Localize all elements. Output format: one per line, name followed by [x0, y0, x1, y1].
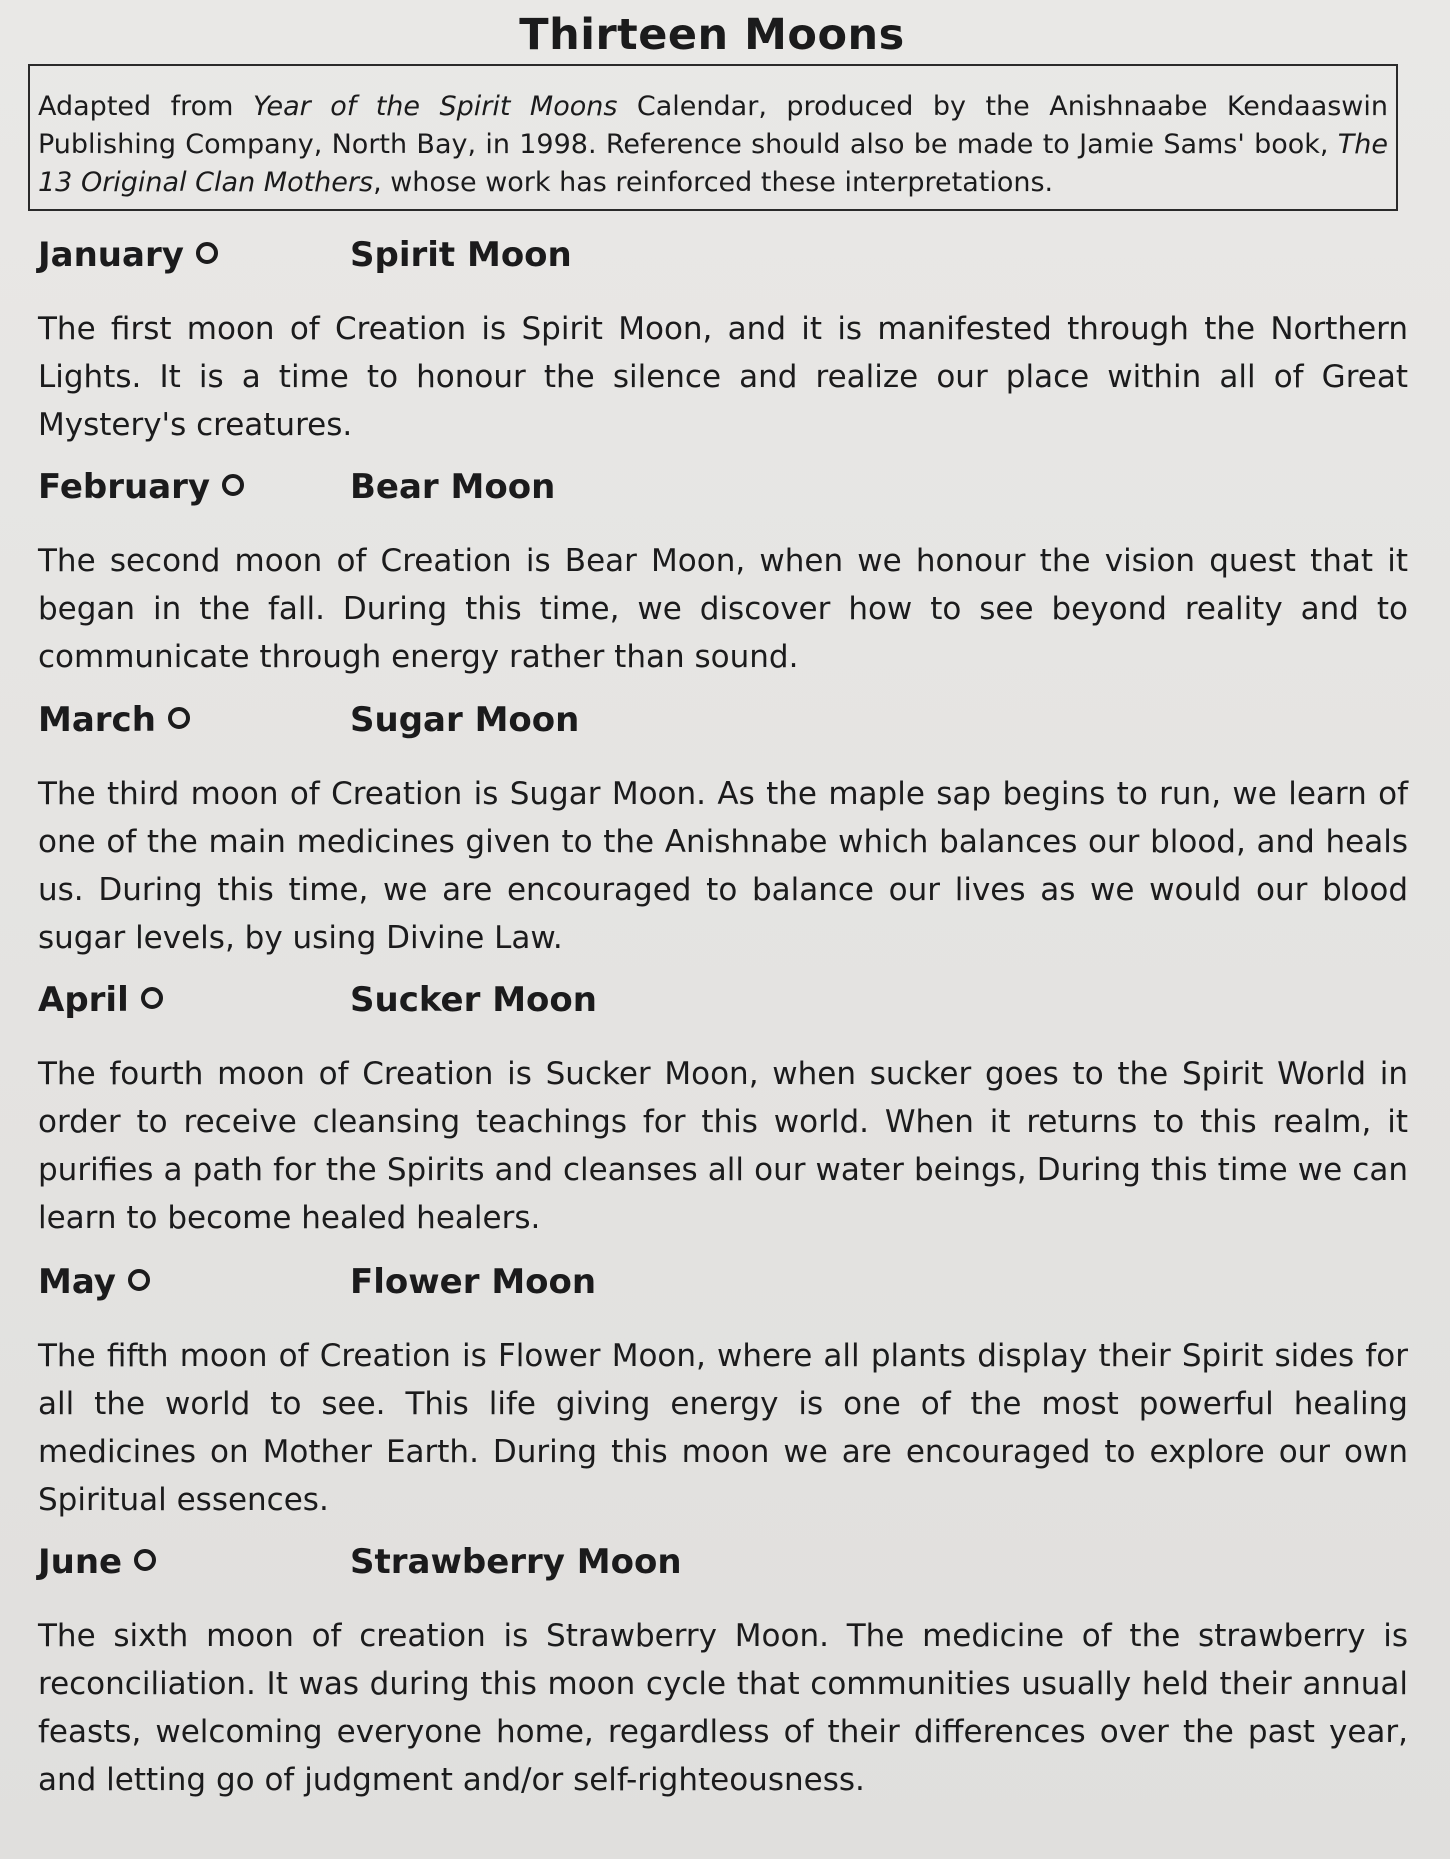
moon-entry-june: [38, 1542, 1408, 1804]
month-label: [38, 1262, 150, 1302]
moon-entry-february: [38, 467, 1408, 681]
page-title: Thirteen Moons: [519, 10, 905, 60]
moon-entry-march: [38, 700, 1408, 962]
moon-name: Sucker Moon: [350, 980, 597, 1020]
moon-name: Flower Moon: [350, 1262, 597, 1302]
open-circle-icon: [134, 1549, 156, 1571]
month-name: May: [38, 1262, 116, 1302]
moon-name: Strawberry Moon: [350, 1542, 682, 1582]
month-name: January: [38, 235, 184, 275]
moon-entry-may: [38, 1262, 1408, 1524]
source-note-box: [28, 64, 1398, 211]
month-label: [38, 1542, 156, 1582]
moon-description: The sixth moon of creation is Strawberry Moon. The medicine of the strawberry is reconciliation. It was during this moon cycle that communities usually held their annual feasts, welcoming everyone home, regardless of their differences over the past year, and letting go of judgment and/or self-righteousness.: [38, 1618, 1408, 1798]
month-name: March: [38, 700, 156, 740]
moon-name: Spirit Moon: [350, 235, 572, 275]
entry-heading: [38, 980, 1408, 1030]
month-name: April: [38, 980, 129, 1020]
entry-heading: [38, 1262, 1408, 1312]
moon-description: The third moon of Creation is Sugar Moon. As the maple sap begins to run, we learn of one of the main medicines given to the Anishnabe which balances our blood, and heals us. During this time, we are encouraged to balance our lives as we would our blood sugar levels, by using Divine Law.: [38, 776, 1408, 956]
source-title-italic: Year of the Spirit Moons: [252, 91, 618, 122]
month-label: [38, 235, 218, 275]
open-circle-icon: [168, 707, 190, 729]
moon-name: Bear Moon: [350, 467, 556, 507]
source-book-italic: The 13 Original Clan Mothers: [38, 129, 1388, 198]
moon-entry-april: [38, 980, 1408, 1242]
source-text-part: Calendar, produced by the Anishnaabe Kendaaswin Publishing Company, North Bay, in 1998. Reference should also be made to Jamie Sams' book,: [38, 91, 1388, 160]
month-name: June: [38, 1542, 123, 1582]
moon-description: The fifth moon of Creation is Flower Moon, where all plants display their Spirit sides for all the world to see. This life giving energy is one of the most powerful healing medicines on Mother Earth. During this moon we are encouraged to explore our own Spiritual essences.: [38, 1338, 1408, 1518]
month-label: [38, 467, 244, 507]
open-circle-icon: [222, 474, 244, 496]
moon-description: The fourth moon of Creation is Sucker Moon, when sucker goes to the Spirit World in order to receive cleansing teachings for this world. When it returns to this realm, it purifies a path for the Spirits and cleanses all our water beings, During this time we can learn to become healed healers.: [38, 1056, 1408, 1236]
entry-heading: [38, 467, 1408, 517]
moon-description: The first moon of Creation is Spirit Moon, and it is manifested through the Northern Lights. It is a time to honour the silence and realize our place within all of Great Mystery's creatures.: [38, 311, 1408, 443]
entry-heading: [38, 235, 1408, 285]
moon-name: Sugar Moon: [350, 700, 580, 740]
entry-heading: [38, 1542, 1408, 1592]
month-label: [38, 980, 163, 1020]
month-label: [38, 700, 190, 740]
moon-entry-january: [38, 235, 1408, 449]
moon-description: The second moon of Creation is Bear Moon, when we honour the vision quest that it began in the fall. During this time, we discover how to see beyond reality and to communicate through energy rather than sound.: [38, 543, 1408, 675]
source-text-part: Adapted from: [38, 91, 253, 122]
entry-heading: [38, 700, 1408, 750]
month-name: February: [38, 467, 211, 507]
open-circle-icon: [141, 987, 163, 1009]
open-circle-icon: [128, 1269, 150, 1291]
source-text-part: , whose work has reinforced these interpretations.: [373, 167, 1054, 198]
open-circle-icon: [196, 242, 218, 264]
